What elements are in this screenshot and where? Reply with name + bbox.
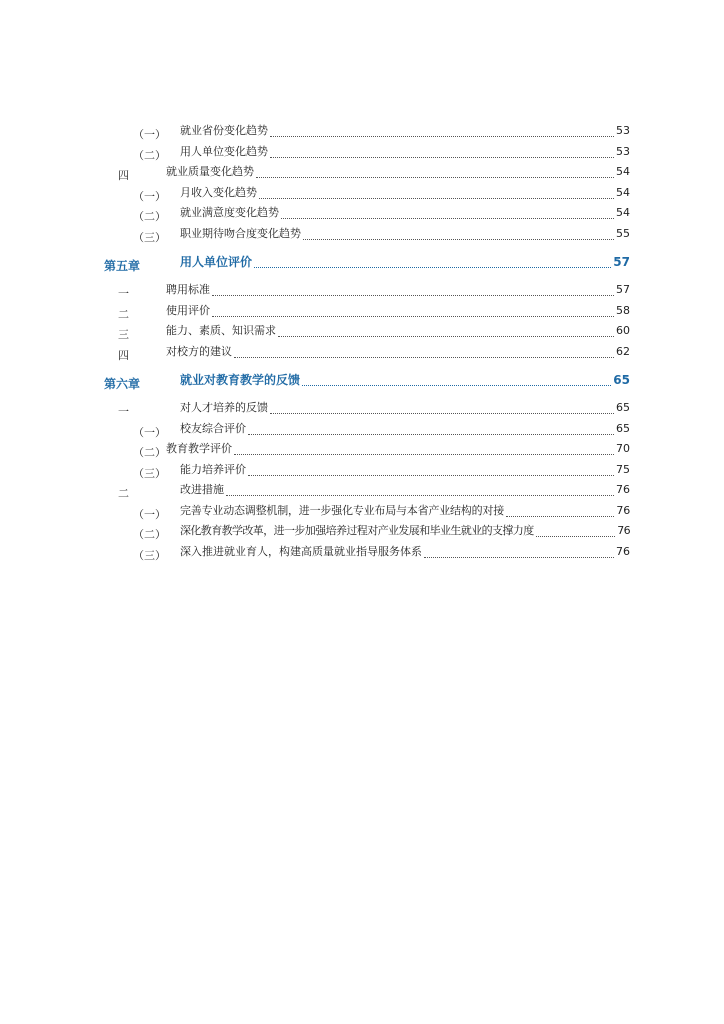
toc-entry-number: （三） [133,549,166,562]
toc-chapter-entry[interactable] [0,374,724,394]
toc-entry-number: 四 [118,169,129,182]
toc-entry-number: （三） [133,467,166,480]
toc-entry[interactable] [0,546,724,566]
toc-entry-title: 能力、素质、知识需求 [166,324,276,337]
toc-entry-title: 用人单位变化趋势 [180,145,268,158]
toc-entry-title: 就业满意度变化趋势 [180,206,279,219]
toc-dot-leader [212,316,614,317]
toc-entry-number: （二） [133,149,166,162]
toc-dot-leader [248,475,614,476]
toc-entry-page: 54 [616,165,630,178]
toc-chapter-page: 65 [613,373,630,387]
toc-entry[interactable] [0,228,724,248]
toc-entry-number: （一） [133,190,166,203]
toc-entry-title: 完善专业动态调整机制，进一步强化专业布局与本省产业结构的对接 [180,504,504,517]
toc-dot-leader [256,177,614,178]
toc-entry-title: 对人才培养的反馈 [180,401,268,414]
toc-entry-title: 就业省份变化趋势 [180,124,268,137]
toc-entry-page: 76 [616,483,630,496]
toc-dot-leader [212,295,614,296]
toc-entry-title: 就业质量变化趋势 [166,165,254,178]
toc-entry-number: 四 [118,349,129,362]
toc-entry-title: 教育教学评价 [166,442,232,455]
toc-entry-number: （一） [133,508,166,521]
toc-dot-leader [278,336,614,337]
toc-dot-leader [270,413,614,414]
toc-chapter-page: 57 [613,255,630,269]
toc-entry-title: 月收入变化趋势 [180,186,257,199]
toc-dot-leader [226,495,614,496]
toc-entry-number: （三） [133,231,166,244]
toc-entry-title: 聘用标准 [166,283,210,296]
toc-dot-leader [270,136,614,137]
toc-chapter-entry[interactable] [0,256,724,276]
toc-dot-leader [302,385,611,386]
toc-entry-page: 76 [616,545,630,558]
toc-entry-title: 深入推进就业育人，构建高质量就业指导服务体系 [180,545,422,558]
toc-dot-leader [303,239,614,240]
toc-entry-page: 54 [616,206,630,219]
toc-entry-number: 三 [118,328,129,341]
toc-entry-number: （二） [133,528,166,541]
toc-dot-leader [270,157,614,158]
toc-entry-number: （一） [133,426,166,439]
toc-entry-page: 65 [616,422,630,435]
toc-entry[interactable] [0,346,724,366]
toc-chapter-title: 用人单位评价 [180,255,253,269]
toc-entry-title: 对校方的建议 [166,345,232,358]
toc-entry-number: 一 [118,405,129,418]
toc-entry-page: 57 [616,283,630,296]
toc-dot-leader [506,516,614,517]
toc-chapter-number: 第六章 [104,377,141,391]
toc-entry-page: 76 [617,524,630,537]
toc-dot-leader [281,218,614,219]
toc-dot-leader [248,434,614,435]
toc-entry-page: 70 [616,442,630,455]
toc-entry-page: 58 [616,304,630,317]
toc-entry-page: 54 [616,186,630,199]
toc-entry-page: 75 [616,463,630,476]
toc-entry-page: 62 [616,345,630,358]
toc-dot-leader [234,357,614,358]
toc-entry-page: 55 [616,227,630,240]
toc-entry-number: （二） [133,446,166,459]
toc-entry-page: 53 [616,124,630,137]
toc-entry-title: 改进措施 [180,483,224,496]
toc-entry-number: 二 [118,308,129,321]
toc-entry-number: （一） [133,128,166,141]
toc-entry-title: 能力培养评价 [180,463,246,476]
toc-entry-number: 一 [118,287,129,300]
toc-dot-leader [254,267,611,268]
toc-dot-leader [536,536,616,537]
toc-dot-leader [234,454,614,455]
toc-entry-title: 深化教育教学改革，进一步加强培养过程对产业发展和毕业生就业的支撑力度 [180,524,534,537]
toc-entry-page: 60 [616,324,630,337]
toc-entry-page: 53 [616,145,630,158]
toc-dot-leader [424,557,614,558]
toc-entry-title: 使用评价 [166,304,210,317]
toc-entry-number: （二） [133,210,166,223]
toc-entry-title: 职业期待吻合度变化趋势 [180,227,301,240]
toc-dot-leader [259,198,614,199]
toc-entry-title: 校友综合评价 [180,422,246,435]
toc-entry-page: 65 [616,401,630,414]
toc-entry-number: 二 [118,487,129,500]
toc-entry-page: 76 [616,504,630,517]
toc-chapter-number: 第五章 [104,259,141,273]
toc-chapter-title: 就业对教育教学的反馈 [180,373,301,387]
